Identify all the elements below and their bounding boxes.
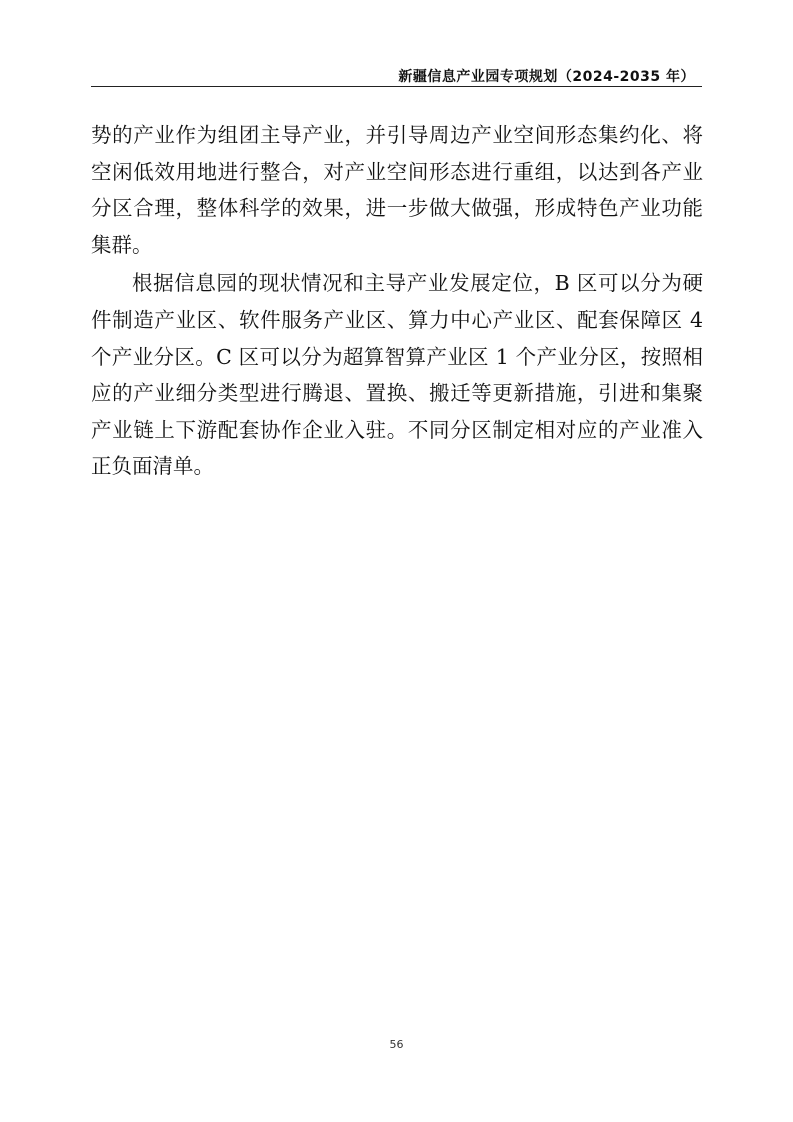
text-line: 根据信息园的现状情况和主导产业发展定位，B 区可以分为硬 (132, 271, 703, 296)
text-line: 空闲低效用地进行整合，对产业空间形态进行重组，以达到各产业 (91, 159, 703, 184)
header-divider (91, 86, 702, 87)
text-line: 产业链上下游配套协作企业入驻。不同分区制定相对应的产业准入 (91, 417, 703, 442)
text-line: 应的产业细分类型进行腾退、置换、搬迁等更新措施，引进和集聚 (91, 381, 703, 406)
text-line: 正负面清单。 (91, 454, 214, 479)
document-title: 新疆信息产业园专项规划（2024-2035 年） (398, 69, 695, 85)
body-text (91, 117, 703, 485)
paragraph (91, 117, 703, 263)
text-line: 个产业分区。C 区可以分为超算智算产业区 1 个产业分区，按照相 (91, 344, 703, 369)
paragraph (91, 265, 703, 485)
page-number: 56 (389, 1038, 404, 1051)
text-line: 件制造产业区、软件服务产业区、算力中心产业区、配套保障区 4 (91, 307, 703, 332)
text-line: 分区合理，整体科学的效果，进一步做大做强，形成特色产业功能 (91, 196, 703, 221)
text-line: 势的产业作为组团主导产业，并引导周边产业空间形态集约化、将 (91, 123, 703, 147)
text-line: 集群。 (91, 232, 153, 257)
